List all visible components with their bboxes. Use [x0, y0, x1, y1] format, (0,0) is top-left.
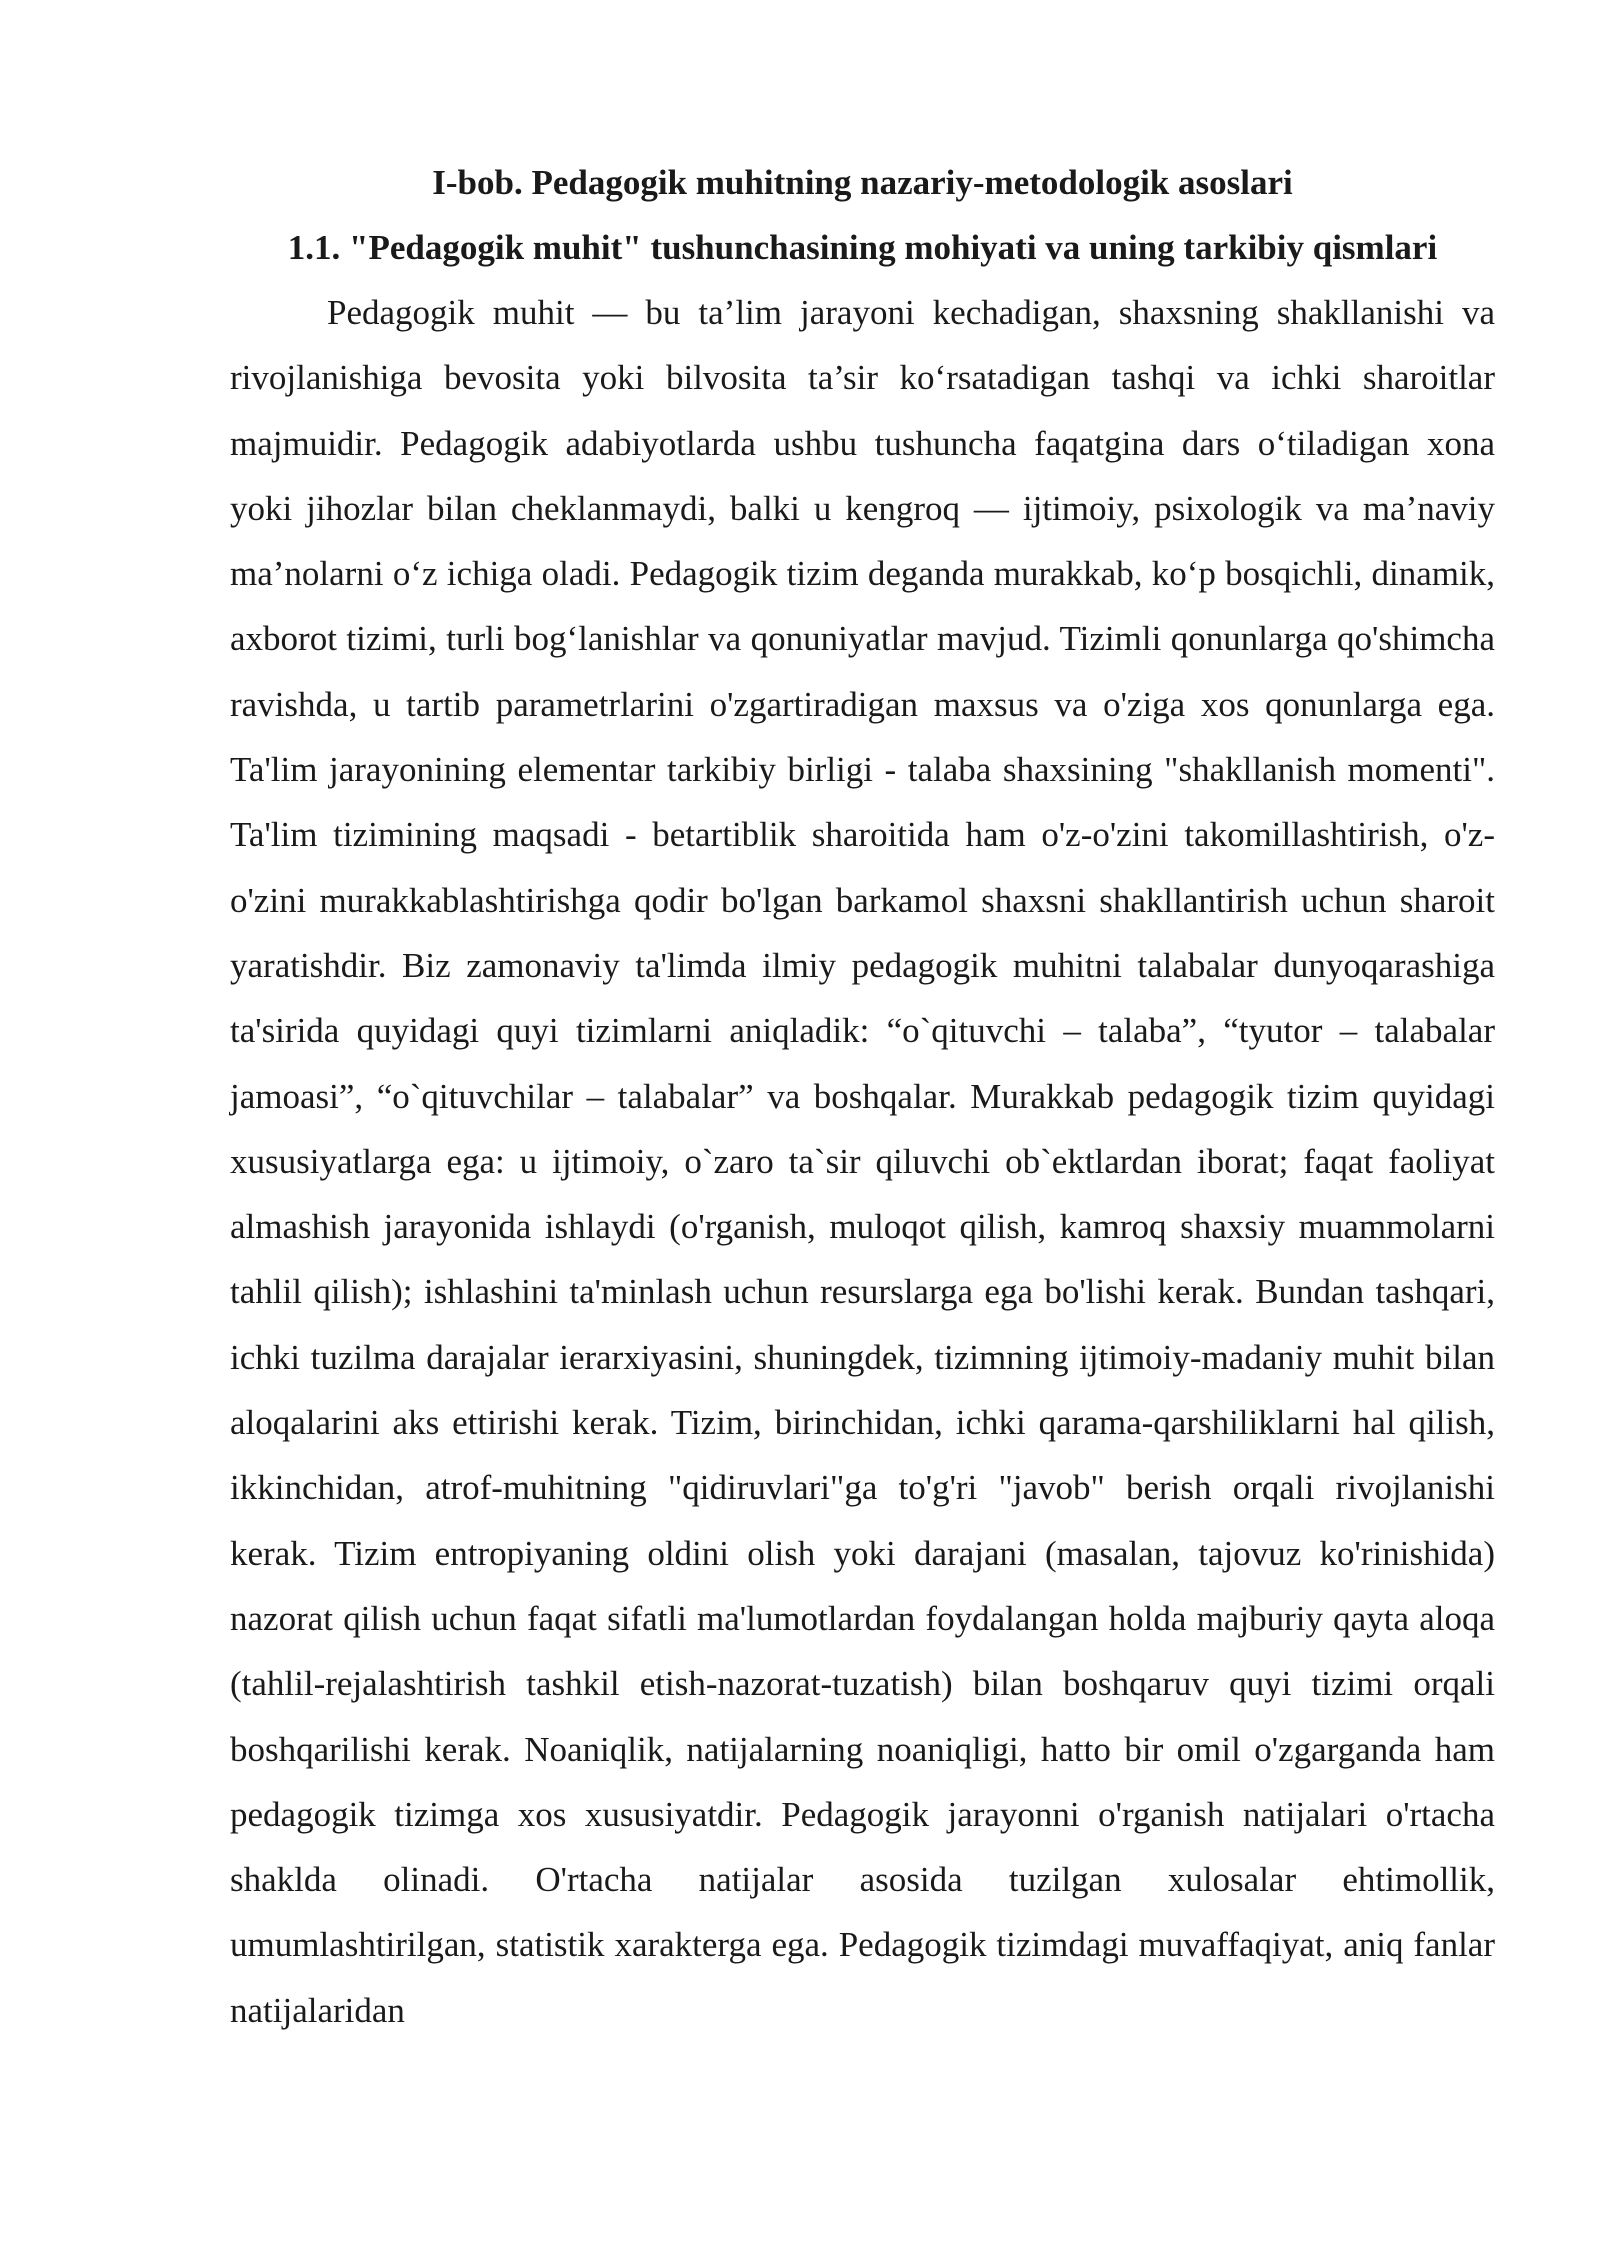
chapter-title: I-bob. Pedagogik muhitning nazariy-metodologik asoslari [432, 163, 1293, 202]
document-page [230, 150, 1495, 2043]
body-paragraph: Pedagogik muhit — bu ta’lim jarayoni kechadigan, shaxsning shakllanishi va rivojlanishiga bevosita yoki bilvosita ta’sir ko‘rsatadigan tashqi va ichki sharoitlar majmuidir. Pedagogik adabiyotlarda ushbu tushuncha faqatgina dars o‘tiladigan xona yoki jihozlar bilan cheklanmaydi, balki u kengroq — ijtimoiy, psixologik va ma’naviy ma’nolarni o‘z ichiga oladi. Pedagogik tizim deganda murakkab, ko‘p bosqichli, dinamik, axborot tizimi, turli bog‘lanishlar va qonuniyatlar mavjud. Tizimli qonunlarga qo'shimcha ravishda, u tartib parametrlarini o'zgartiradigan maxsus va o'ziga xos qonunlarga ega. Ta'lim jarayonining elementar tarkibiy birligi - talaba shaxsining "shakllanish momenti". Ta'lim tizimining maqsadi - betartiblik sharoitida ham o'z-o'zini takomillashtirish, o'z-o'zini murakkablashtirishga qodir bo'lgan barkamol shaxsni shakllantirish uchun sharoit yaratishdir. Biz zamonaviy ta'limda ilmiy pedagogik muhitni talabalar dunyoqarashiga ta'sirida quyidagi quyi tizimlarni aniqladik: “o`qituvchi – talaba”, “tyutor – talabalar jamoasi”, “o`qituvchilar – talabalar” va boshqalar. Murakkab pedagogik tizim quyidagi xususiyatlarga ega: u ijtimoiy, o`zaro ta`sir qiluvchi ob`ektlardan iborat; faqat faoliyat almashish jarayonida ishlaydi (o'rganish, muloqot qilish, kamroq shaxsiy muammolarni tahlil qilish); ishlashini ta'minlash uchun resurslarga ega bo'lishi kerak. Bundan tashqari, ichki tuzilma darajalar ierarxiyasini, shuningdek, tizimning ijtimoiy-madaniy muhit bilan aloqalarini aks ettirishi kerak. Tizim, birinchidan, ichki qarama-qarshiliklarni hal qilish, ikkinchidan, atrof-muhitning "qidiruvlari"ga to'g'ri "javob" berish orqali rivojlanishi kerak. Tizim entropiyaning oldini olish yoki darajani (masalan, tajovuz ko'rinishida) nazorat qilish uchun faqat sifatli ma'lumotlardan foydalangan holda majburiy qayta aloqa (tahlil-rejalashtirish tashkil etish-nazorat-tuzatish) bilan boshqaruv quyi tizimi orqali boshqarilishi kerak. Noaniqlik, natijalarning noaniqligi, hatto bir omil o'zgarganda ham pedagogik tizimga xos xususiyatdir. Pedagogik jarayonni o'rganish natijalari o'rtacha shaklda olinadi. O'rtacha natijalar asosida tuzilgan xulosalar ehtimollik, umumlashtirilgan, statistik xarakterga ega. Pedagogik tizimdagi muvaffaqiyat, aniq fanlar natijalaridan [230, 293, 1495, 2030]
section-title: 1.1. "Pedagogik muhit" tushunchasining mohiyati va uning tarkibiy qismlari [287, 228, 1438, 267]
